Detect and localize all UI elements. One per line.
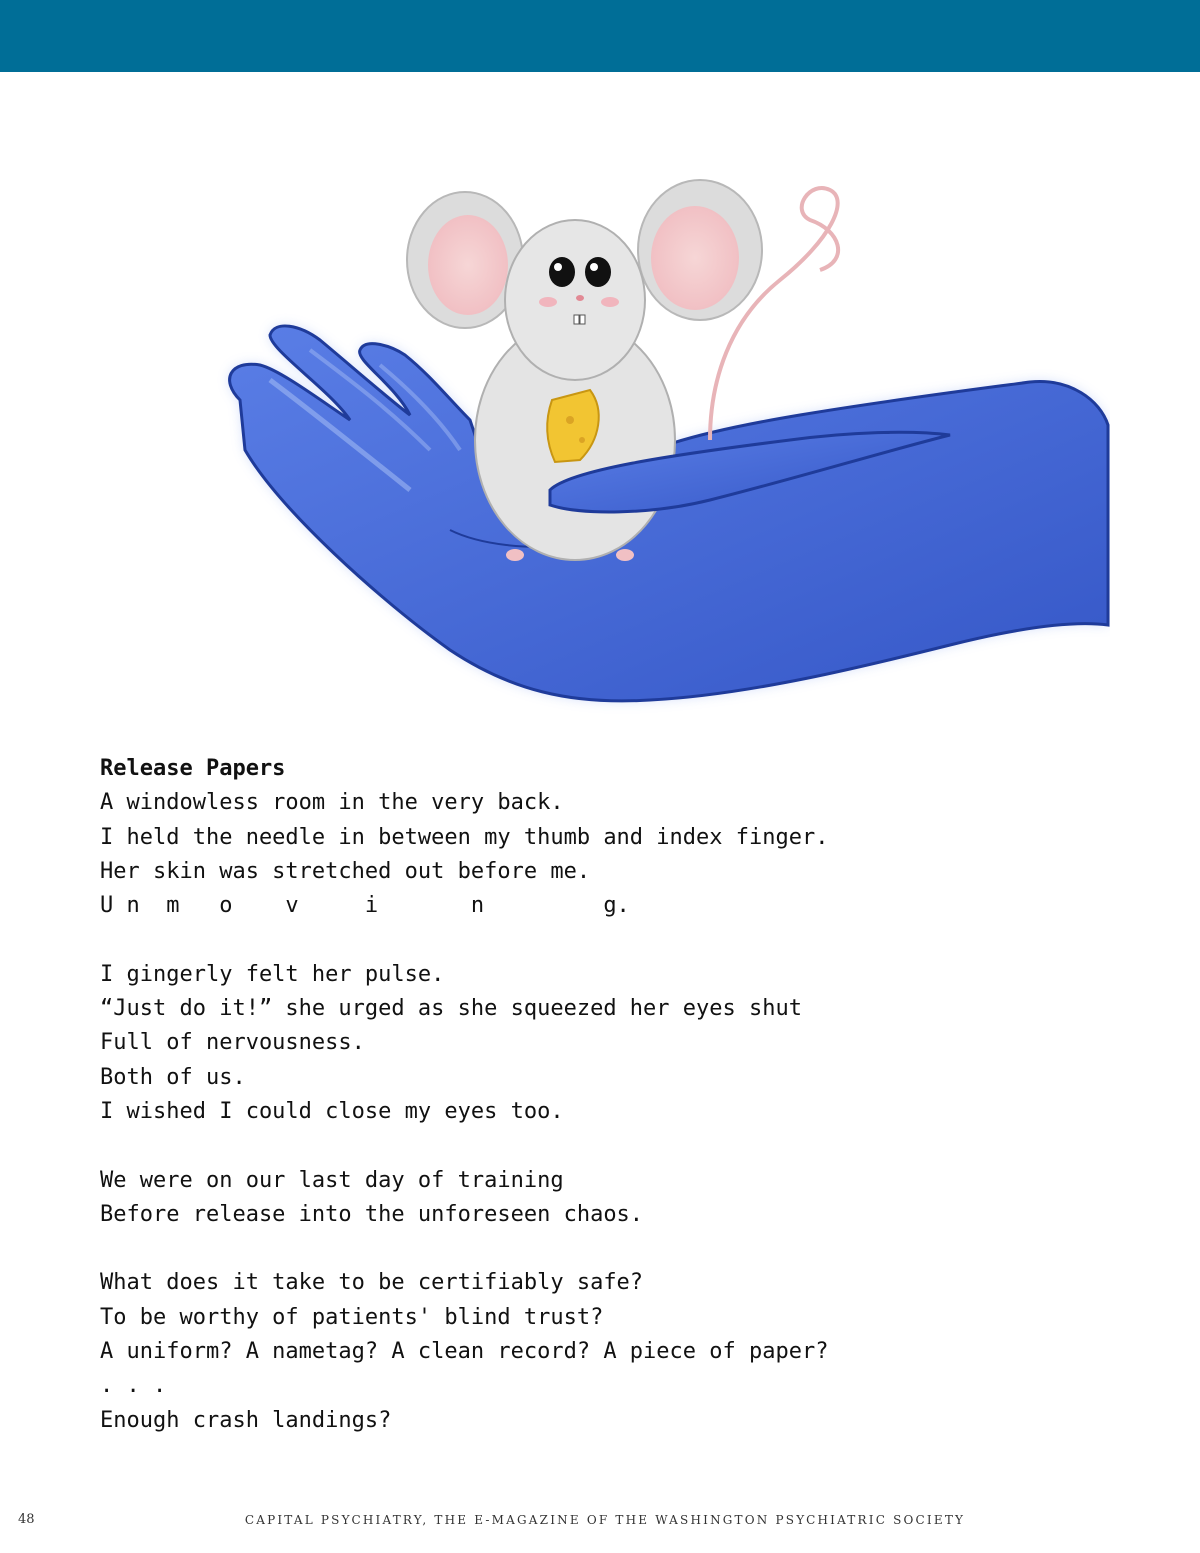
poem-line: U n m o v i n g. — [100, 893, 630, 919]
mouse-in-hand-illustration — [150, 150, 1110, 740]
poem-line: I gingerly felt her pulse. — [100, 961, 445, 987]
stanza — [100, 1266, 1100, 1437]
poem-line: A uniform? A nametag? A clean record? A piece of paper? — [100, 1339, 829, 1365]
hand-shape — [230, 326, 1108, 701]
poem-line: Full of nervousness. — [100, 1030, 365, 1056]
poem-line: I wished I could close my eyes too. — [100, 1098, 564, 1124]
poem-line: Before release into the unforeseen chaos. — [100, 1201, 644, 1227]
poem-line: What does it take to be certifiably safe? — [100, 1270, 644, 1296]
header-band — [0, 0, 1200, 72]
stanza — [100, 958, 1100, 1129]
poem-line: . . . — [100, 1373, 167, 1399]
poem — [100, 752, 1100, 1472]
poem-line: Enough crash landings? — [100, 1407, 392, 1433]
poem-line: We were on our last day of training — [100, 1167, 564, 1193]
poem-line: To be worthy of patients' blind trust? — [100, 1304, 604, 1330]
stanza — [100, 1164, 1100, 1233]
poem-line: A windowless room in the very back. — [100, 790, 564, 816]
poem-line: “Just do it!” she urged as she squeezed her eyes shut — [100, 996, 802, 1022]
poem-line: Her skin was stretched out before me. — [100, 858, 591, 884]
poem-title: Release Papers — [100, 756, 286, 781]
poem-line: I held the needle in between my thumb and index finger. — [100, 824, 829, 850]
stanza — [100, 786, 1100, 923]
publication-footer: CAPITAL PSYCHIATRY, THE E-MAGAZINE OF THE WASHINGTON PSYCHIATRIC SOCIETY — [244, 1513, 966, 1527]
poem-line: Both of us. — [100, 1064, 246, 1090]
page-number: 48 — [18, 1512, 35, 1527]
